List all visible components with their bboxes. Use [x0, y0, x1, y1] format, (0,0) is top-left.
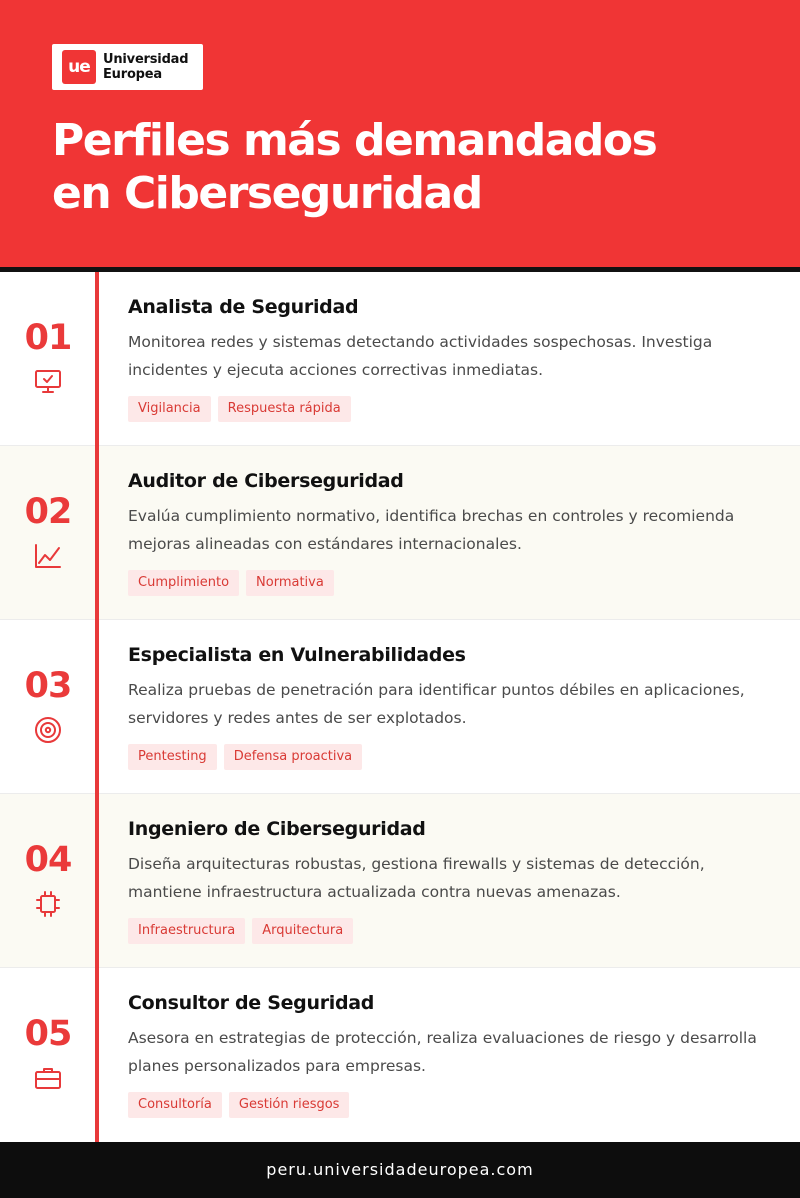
header-banner [0, 0, 800, 267]
profile-item [0, 968, 800, 1142]
tag: Consultoría [128, 1092, 222, 1118]
profile-number: 04 [24, 840, 72, 880]
briefcase-icon [33, 1064, 63, 1092]
ue-logo-icon: ue [62, 50, 96, 84]
profile-tags [128, 396, 351, 422]
timeline-line [95, 272, 99, 1142]
page-title-line2: en Ciberseguridad [52, 168, 482, 219]
page-title [52, 114, 772, 220]
profile-number: 01 [24, 318, 72, 358]
line-chart-icon [33, 542, 63, 570]
profile-number: 02 [24, 492, 72, 532]
profile-item [0, 446, 800, 620]
profile-tags [128, 570, 334, 596]
tag: Cumplimiento [128, 570, 239, 596]
tag: Respuesta rápida [218, 396, 351, 422]
profile-item [0, 272, 800, 446]
profile-tags [128, 918, 353, 944]
tag: Infraestructura [128, 918, 245, 944]
profile-title: Consultor de Seguridad [128, 992, 375, 1014]
tag: Arquitectura [252, 918, 353, 944]
profile-description: Realiza pruebas de penetración para identificar puntos débiles en aplicaciones, servidores y redes antes de ser explotados. [128, 681, 745, 727]
tag: Pentesting [128, 744, 217, 770]
profile-title: Auditor de Ciberseguridad [128, 470, 404, 492]
target-icon [33, 716, 63, 744]
profile-title: Analista de Seguridad [128, 296, 359, 318]
profile-number: 03 [24, 666, 72, 706]
brand-name-line1: Universidad [103, 52, 189, 67]
page-title-line1: Perfiles más demandados [52, 115, 657, 166]
footer-url[interactable]: peru.universidadeuropea.com [0, 1142, 800, 1198]
profile-tags [128, 744, 362, 770]
profile-description: Evalúa cumplimiento normativo, identifica brechas en controles y recomienda mejoras alineadas con estándares internacionales. [128, 507, 735, 553]
tag: Vigilancia [128, 396, 211, 422]
tag: Gestión riesgos [229, 1092, 350, 1118]
brand-name [103, 52, 188, 82]
profile-title: Ingeniero de Ciberseguridad [128, 818, 426, 840]
chip-icon [33, 890, 63, 918]
brand-name-line2: Europea [103, 67, 162, 82]
profile-title: Especialista en Vulnerabilidades [128, 644, 466, 666]
monitor-check-icon [33, 368, 63, 396]
profiles-list [0, 272, 800, 1142]
profile-description: Diseña arquitecturas robustas, gestiona firewalls y sistemas de detección, mantiene infraestructura actualizada contra nuevas amenazas. [128, 855, 705, 901]
profile-item [0, 620, 800, 794]
profile-number: 05 [24, 1014, 72, 1054]
profile-tags [128, 1092, 349, 1118]
profile-description: Asesora en estrategias de protección, realiza evaluaciones de riesgo y desarrolla planes personalizados para empresas. [128, 1029, 757, 1075]
tag: Defensa proactiva [224, 744, 362, 770]
profile-item [0, 794, 800, 968]
brand-logo[interactable] [52, 44, 203, 90]
profile-description: Monitorea redes y sistemas detectando actividades sospechosas. Investiga incidentes y ejecuta acciones correctivas inmediatas. [128, 333, 713, 379]
tag: Normativa [246, 570, 334, 596]
